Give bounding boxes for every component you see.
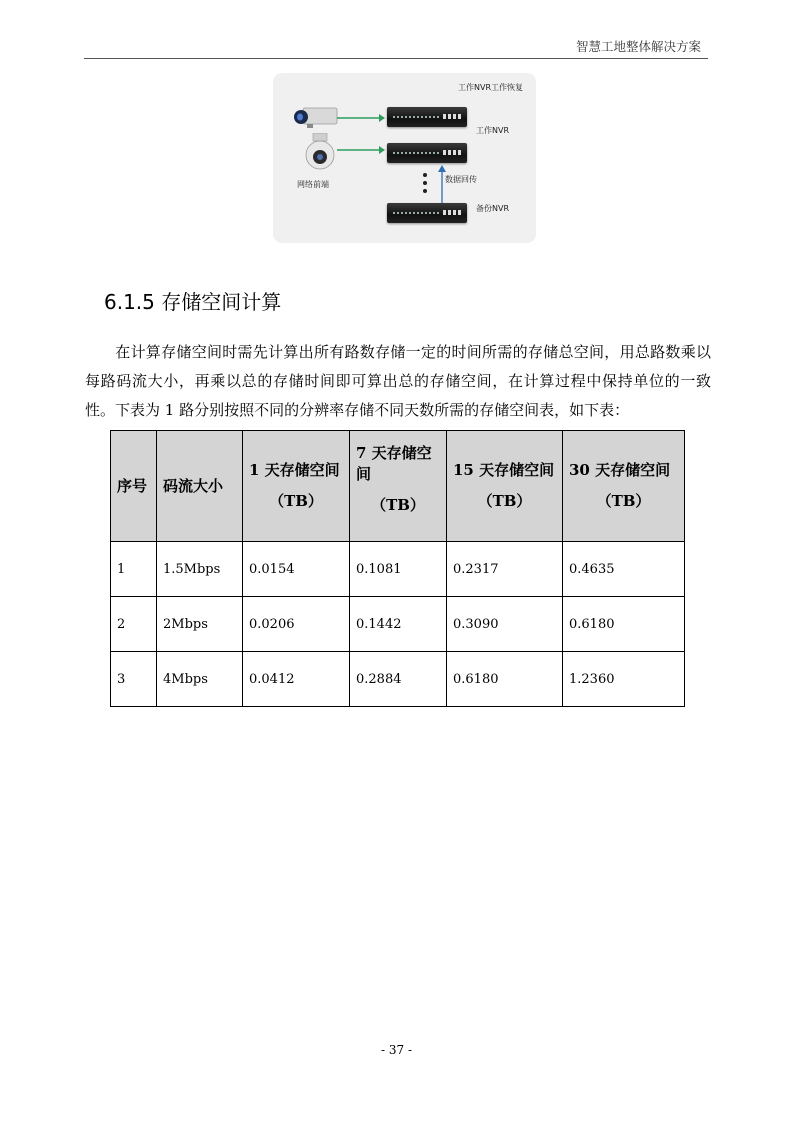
header-unit: （TB） [371,496,425,514]
header-cell [350,431,447,542]
table-row [111,542,685,597]
table-cell: 0.4635 [563,542,685,597]
green-arrow-icon [337,145,385,155]
table-row [111,652,685,707]
ellipsis-dots-icon [421,172,429,194]
header-cell [157,431,243,542]
label-recovery: 工作NVR工作恢复 [458,83,524,92]
table-cell: 0.1081 [350,542,447,597]
table-cell: 0.0412 [243,652,350,707]
bullet-camera-icon [293,106,341,128]
work-nvr-device [387,143,467,163]
body-paragraph-text: 在计算存储空间时需先计算出所有路数存储一定的时间所需的存储总空间，用总路数乘以每路码流大小，再乘以总的存储时间即可算出总的存储空间，在计算过程中保持单位的一致性。下表为 1 路分别按照不同的分辨率存储不同天数所需的存储空间表，如下表： [85,343,711,419]
header-title: 15 天存储空间 [453,461,555,479]
header-cell [111,431,157,542]
header-title: 码流大小 [163,476,224,495]
storage-table [110,430,685,707]
table-cell: 0.2884 [350,652,447,707]
header-unit: （TB） [477,492,532,510]
table-cell: 0.0154 [243,542,350,597]
header-title: 1 天存储空间 [249,461,340,479]
header-rule [84,58,708,59]
label-data-return: 数据回传 [445,175,477,184]
header-title: 序号 [117,476,148,495]
backup-nvr-device [387,203,467,223]
dome-camera-icon [303,133,337,173]
table-cell: 3 [111,652,157,707]
table-cell: 0.6180 [563,597,685,652]
table-row [111,597,685,652]
table-header-row [111,431,685,542]
body-paragraph [85,338,711,425]
table-cell: 4Mbps [157,652,243,707]
label-work-nvr: 工作NVR [476,126,510,135]
header-cell [563,431,685,542]
nvr-backup-diagram [273,73,536,243]
header-cell [447,431,563,542]
header-cell [243,431,350,542]
header-unit: （TB） [596,492,651,510]
page-header-title: 智慧工地整体解决方案 [575,39,701,54]
table-cell: 1.5Mbps [157,542,243,597]
table-cell: 2Mbps [157,597,243,652]
header-title: 7 天存储空间 [356,444,432,483]
work-nvr-device [387,107,467,127]
table-cell: 0.2317 [447,542,563,597]
up-arrow-icon [437,165,447,203]
table-cell: 2 [111,597,157,652]
table-cell: 0.0206 [243,597,350,652]
header-unit: （TB） [269,492,323,510]
table-cell: 0.3090 [447,597,563,652]
table-cell: 0.1442 [350,597,447,652]
label-backup-nvr: 备份NVR [476,204,510,213]
header-title: 30 天存储空间 [569,461,671,479]
section-heading: 6.1.5 存储空间计算 [104,290,282,314]
table-cell: 0.6180 [447,652,563,707]
table-cell: 1 [111,542,157,597]
page-number: - 37 - [380,1043,412,1057]
label-frontend: 网络前端 [297,180,329,189]
green-arrow-icon [337,113,385,123]
table-cell: 1.2360 [563,652,685,707]
